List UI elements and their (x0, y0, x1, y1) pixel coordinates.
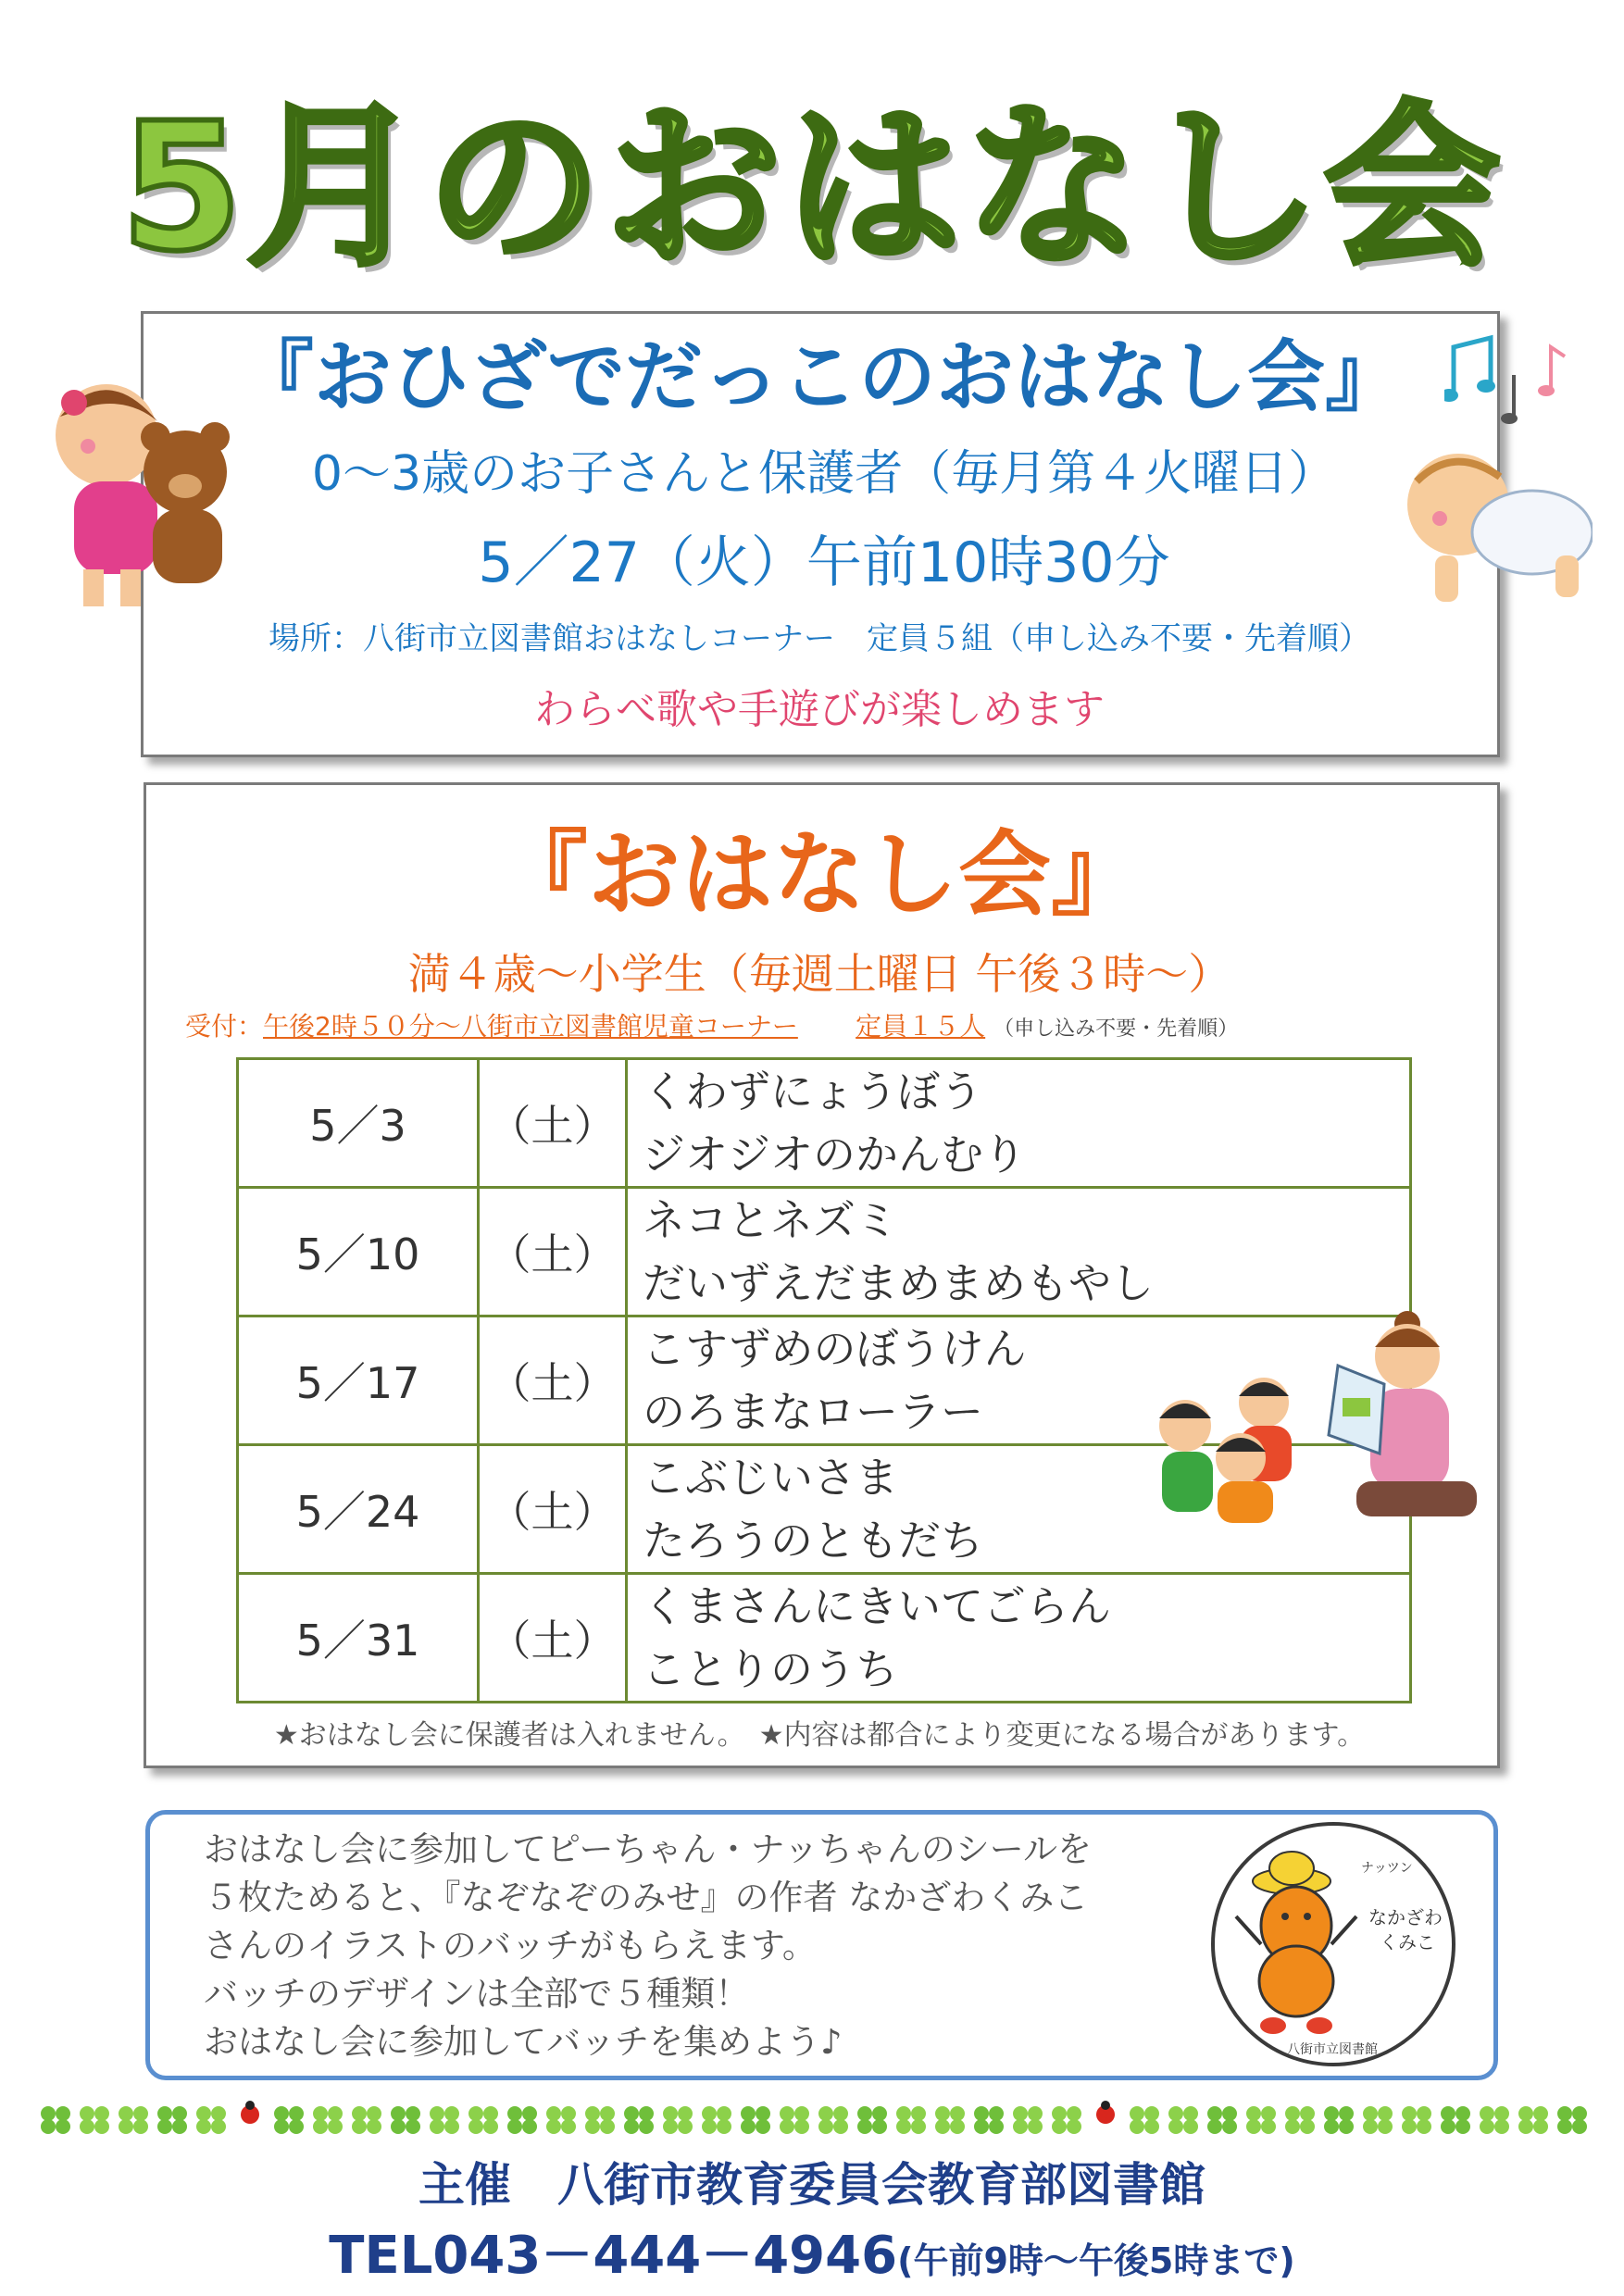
table-row (238, 1574, 1411, 1703)
schedule-day-of-week: （土） (479, 1188, 627, 1316)
schedule-date: 5／31 (238, 1574, 479, 1703)
schedule-day-of-week: （土） (479, 1059, 627, 1188)
clover-icon (41, 2106, 70, 2134)
reception-info (185, 1004, 1481, 1050)
schedule-day-of-week: （土） (479, 1574, 627, 1703)
clover-icon (1246, 2106, 1276, 2134)
clover-icon (896, 2106, 926, 2134)
story-title: だいずえだまめまめもやし (643, 1258, 1154, 1308)
ladybug-icon (1096, 2101, 1115, 2124)
schedule-date: 5／17 (238, 1316, 479, 1445)
clover-icon (313, 2106, 343, 2134)
schedule-date: 5／3 (238, 1059, 479, 1188)
clover-icon (1363, 2106, 1393, 2134)
reception-detail: 午後2時５０分～八街市立図書館児童コーナー (263, 1011, 798, 1042)
clover-icon (80, 2106, 109, 2134)
office-hours: (午前9時～午後5時まで) (897, 2240, 1295, 2281)
sticker-line: バッチのデザインは全部で５種類！ (204, 1974, 750, 2014)
storyteller-with-children-illustration (1143, 1296, 1486, 1537)
clover-icon (857, 2106, 887, 2134)
clover-icon (663, 2106, 693, 2134)
clover-icon (585, 2106, 615, 2134)
peanut-badge-illustration (1204, 1815, 1463, 2074)
clover-icon (1402, 2106, 1431, 2134)
sticker-line: ５枚ためると、『なぞなぞのみせ』の作者 なかざわくみこ (204, 1878, 1089, 1917)
story-title: ジオジオのかんむり (643, 1129, 1026, 1179)
story-title: くわずにょうぼう (643, 1067, 983, 1117)
phone-number: TEL043－444－4946 (329, 2226, 898, 2286)
story-title: のろまなローラー (643, 1387, 983, 1437)
clover-icon (196, 2106, 226, 2134)
clover-icon (546, 2106, 576, 2134)
clover-icon (780, 2106, 809, 2134)
clover-icon (391, 2106, 420, 2134)
page-title: 5月のおはなし会 (119, 85, 1505, 290)
clover-icon (702, 2106, 731, 2134)
clover-icon (1480, 2106, 1509, 2134)
badge-text-1: ナッツン (1361, 1861, 1413, 1876)
girl-with-teddy-bear-illustration (56, 370, 250, 611)
ohiza-target-audience: 0～3歳のお子さんと保護者（毎月第４火曜日） (311, 446, 1337, 502)
ladybug-icon (241, 2101, 259, 2124)
clover-icon (507, 2106, 537, 2134)
badge-text-3: くみこ (1380, 1931, 1435, 1953)
clover-icon (119, 2106, 148, 2134)
story-title: ネコとネズミ (643, 1195, 898, 1245)
schedule-stories (627, 1574, 1411, 1703)
badge-text-4: 八街市立図書館 (1287, 2042, 1378, 2057)
clover-icon (157, 2106, 187, 2134)
story-title: こすずめのぼうけん (643, 1324, 1027, 1374)
clover-icon (1207, 2106, 1237, 2134)
clover-icon (741, 2106, 770, 2134)
reception-label: 受付： (185, 1011, 264, 1042)
capacity: 定員１５人 (856, 1011, 986, 1042)
clover-icon (1052, 2106, 1081, 2134)
clover-icon (1557, 2106, 1587, 2134)
clover-icon (352, 2106, 381, 2134)
ohiza-event-title: 『おひざでだっこのおはなし会』 (235, 331, 1403, 422)
clover-icon (1130, 2106, 1159, 2134)
story-title: たろうのともだち (643, 1516, 983, 1566)
schedule-date: 5／10 (238, 1188, 479, 1316)
clover-icon (1168, 2106, 1198, 2134)
sticker-line: おはなし会に参加してピーちゃん・ナッちゃんのシールを (204, 1829, 1093, 1869)
crawling-baby-illustration (1398, 444, 1593, 611)
clover-icon (624, 2106, 654, 2134)
clover-icon (1285, 2106, 1315, 2134)
phone-info (0, 2219, 1624, 2293)
story-title: こぶじいさま (643, 1453, 898, 1503)
ohanashi-target-audience: 満４歳～小学生（毎週土曜日 午後３時～） (407, 949, 1231, 999)
schedule-day-of-week: （土） (479, 1316, 627, 1445)
music-notes-icon (1444, 329, 1583, 430)
capacity-note: （申し込み不要・先着順） (993, 1017, 1239, 1041)
schedule-stories (627, 1059, 1411, 1188)
ohiza-datetime: 5／27（火）午前10時30分 (478, 530, 1170, 595)
clover-icon (974, 2106, 1004, 2134)
schedule-date: 5／24 (238, 1445, 479, 1574)
ohiza-note: わらべ歌や手遊びが楽しめます (534, 686, 1105, 733)
ohanashi-event-title: 『おはなし会』 (495, 820, 1143, 929)
story-title: くまさんにきいてごらん (643, 1581, 1111, 1631)
clover-icon (1324, 2106, 1354, 2134)
clover-icon (818, 2106, 848, 2134)
clover-icon (935, 2106, 965, 2134)
clover-border-decoration (37, 2094, 1593, 2146)
badge-text-2: なかざわ (1368, 1906, 1443, 1928)
sticker-line: おはなし会に参加してバッチを集めよう♪ (204, 2022, 843, 2062)
clover-icon (274, 2106, 304, 2134)
story-title: ことりのうち (643, 1644, 898, 1694)
table-row (238, 1059, 1411, 1188)
sticker-info-text (204, 1826, 1222, 2066)
organizer-text: 主催 八街市教育委員会教育部図書館 (418, 2158, 1206, 2212)
clover-icon (430, 2106, 459, 2134)
sticker-line: さんのイラストのバッチがもらえます。 (204, 1926, 817, 1965)
ohiza-place: 場所：八街市立図書館おはなしコーナー 定員５組（申し込み不要・先着順） (269, 620, 1370, 657)
notice-text: ★おはなし会に保護者は入れません。 ★内容は都合により変更になる場合があります。 (273, 1719, 1366, 1752)
clover-icon (468, 2106, 498, 2134)
clover-icon (1441, 2106, 1470, 2134)
clover-icon (1518, 2106, 1548, 2134)
schedule-day-of-week: （土） (479, 1445, 627, 1574)
clover-icon (1013, 2106, 1043, 2134)
